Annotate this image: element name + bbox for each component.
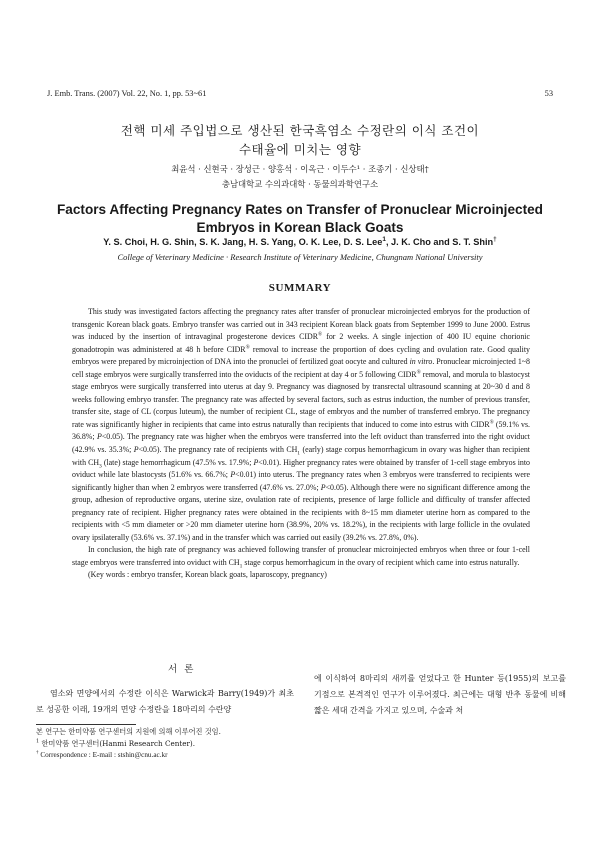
english-title-line-2: Embryos in Korean Black Goats <box>196 220 404 235</box>
introduction-right-column: 에 이식하여 8마리의 새끼를 얻었다고 한 Hunter 등(1955)의 보고를 기점으로 본격적인 연구가 이루어졌다. 최근에는 대형 반추 동물에 비해 짧은 세대 간격을 가지고 있으며, 수술과 처 <box>314 674 566 715</box>
korean-authors: 최윤석 · 신현국 · 장성근 · 양홍석 · 이옥근 · 이두수¹ · 조종기 · 신상태† <box>171 164 429 174</box>
introduction-heading: 서 론 <box>168 664 196 675</box>
korean-title-line-1: 전핵 미세 주입법으로 생산된 한국흑염소 수정란의 이식 조건이 <box>120 123 480 138</box>
page-number: 53 <box>544 89 553 98</box>
korean-title-line-2: 수태율에 미치는 영향 <box>238 142 362 157</box>
korean-affiliation: 충남대학교 수의과대학 · 동물의과학연구소 <box>221 179 379 189</box>
english-title-line-1: Factors Affecting Pregnancy Rates on Transfer of Pronuclear Microinjected <box>57 202 543 217</box>
running-header <box>47 89 553 101</box>
keywords: (Key words : embryo transfer, Korean black goats, laparoscopy, pregnancy) <box>88 570 327 580</box>
footnote-divider <box>36 724 136 725</box>
abstract <box>72 306 530 582</box>
footnote-correspondence: † Correspondence : E-mail : stshin@cnu.ac.kr <box>36 750 168 759</box>
footnote-affiliation: $^1$ 한미약품 연구센터(Hanmi Research Center). <box>36 738 196 748</box>
introduction-left-column: 염소와 면양에서의 수정란 이식은 Warwick과 Barry(1949)가 최초로 성공한 이래, 19개의 면양 수정란을 18마리의 수란양 <box>36 689 294 714</box>
abstract-conclusion: In conclusion, the high rate of pregnancy was achieved following transfer of pronuclear microinjected embryos when three or four 1-cell stage embryos were transferred into oviduct with $CH_1$ stage corpus hemorrhagicum in the ovary of recipient which came into estrus naturally. <box>72 545 530 570</box>
abstract-paragraph-1: This study was investigated factors affecting the pregnancy rates after transfer of pronuclear microinjected embryos for the production of transgenic Korean black goats. Embryo transfer was carried out in 343 recipient Korean black goats from September 1999 to June 2000. Estrus was induced by the insertion of intravaginal progesterone devices CIDR® for 2 weeks. A single injection of 400 IU equine chorionic gonadotropin was administered at 48 h before CIDR® removal to increase the proportion of does cycling and ovulation rate. Good quality embryos were prepared by microinjection of DNA into the pronuclei of fertilized goat oocyte and cultured in vitro. Pronuclear microinjected 1~8 cell stage embryos were surgically transferred into the oviducts of the recipient at day 4 or 5 following CIDR® removal, and morula to blastocyst stage embryos were surgically transferred into uterus at day 9. Pregnancy was diagnosed by transrectal ultrasound scanning at 20~30 d and 8 weeks following embryo transfer. The pregnancy rate was affected by several factors, such as estrus induction, the number of previous transfer, transfer site, stage of CL (corpus luteum), the number of recipient CL, stage of embryos and the number of transferred embryo. The pregnancy rate was significantly higher in recipients that came into estrus naturally than recipients that induced to come into estrus with CIDR® (59.1% vs. 36.8%; P<0.05). The pregnancy rate was higher when the embryos were transferred into the left oviduct than transferred into the right oviduct (42.9% vs. 35.3%; P<0.05). The pregnancy rate of recipients with $CH_1$ (early) stage corpus hemorrhagicum in ovary was higher than recipient with $CH_3$ (late) stage hemorrhagicum (47.5% vs. 17.9%; P<0.01). Higher pregnancy rates were obtained by transfer of 1-cell stage embryos into oviduct while late blastocysts (51.6% vs. 66.7%; P<0.01) into uterus. The pregnancy rates when 3 embryos were transferred to recipients were significantly higher than when 2 embryos were transferred (47.6% vs. 27.0%; P<0.05). Although there were no significant difference among the group, adhesion of reproductive organs, uterine size, ovulation rate of recipients, presence of large follicle and difficulty of transfer affected pregnancy rate of recipient. Higher pregnancy rates were obtained in the recipients with 8~15 mm diameter uterine horn as compared to the recipients with <5 mm diameter or >20 mm diameter uterine horn (38.9%, 20% vs. 18.2%), in the recipients with large follicle in the ovulated ovary ipsilaterally (53.6% vs. 37.1%) and in the transfer which was carried out easily (39.2% vs. 27.8%, 0%). <box>72 307 531 542</box>
summary-heading: SUMMARY <box>268 282 332 294</box>
journal-citation: J. Emb. Trans. (2007) Vol. 22, No. 1, pp. 53~61 <box>47 89 207 98</box>
english-authors: Y. S. Choi, H. G. Shin, S. K. Jang, H. S. Yang, O. K. Lee, D. S. Lee$^1$, J. K. Cho and S. T. Shin† <box>103 235 497 247</box>
footnote-funding: 본 연구는 한미약품 연구센터의 지원에 의해 이루어진 것임. <box>36 727 221 736</box>
english-affiliation: College of Veterinary Medicine · Research Institute of Veterinary Medicine, Chungnam National University <box>117 252 483 262</box>
